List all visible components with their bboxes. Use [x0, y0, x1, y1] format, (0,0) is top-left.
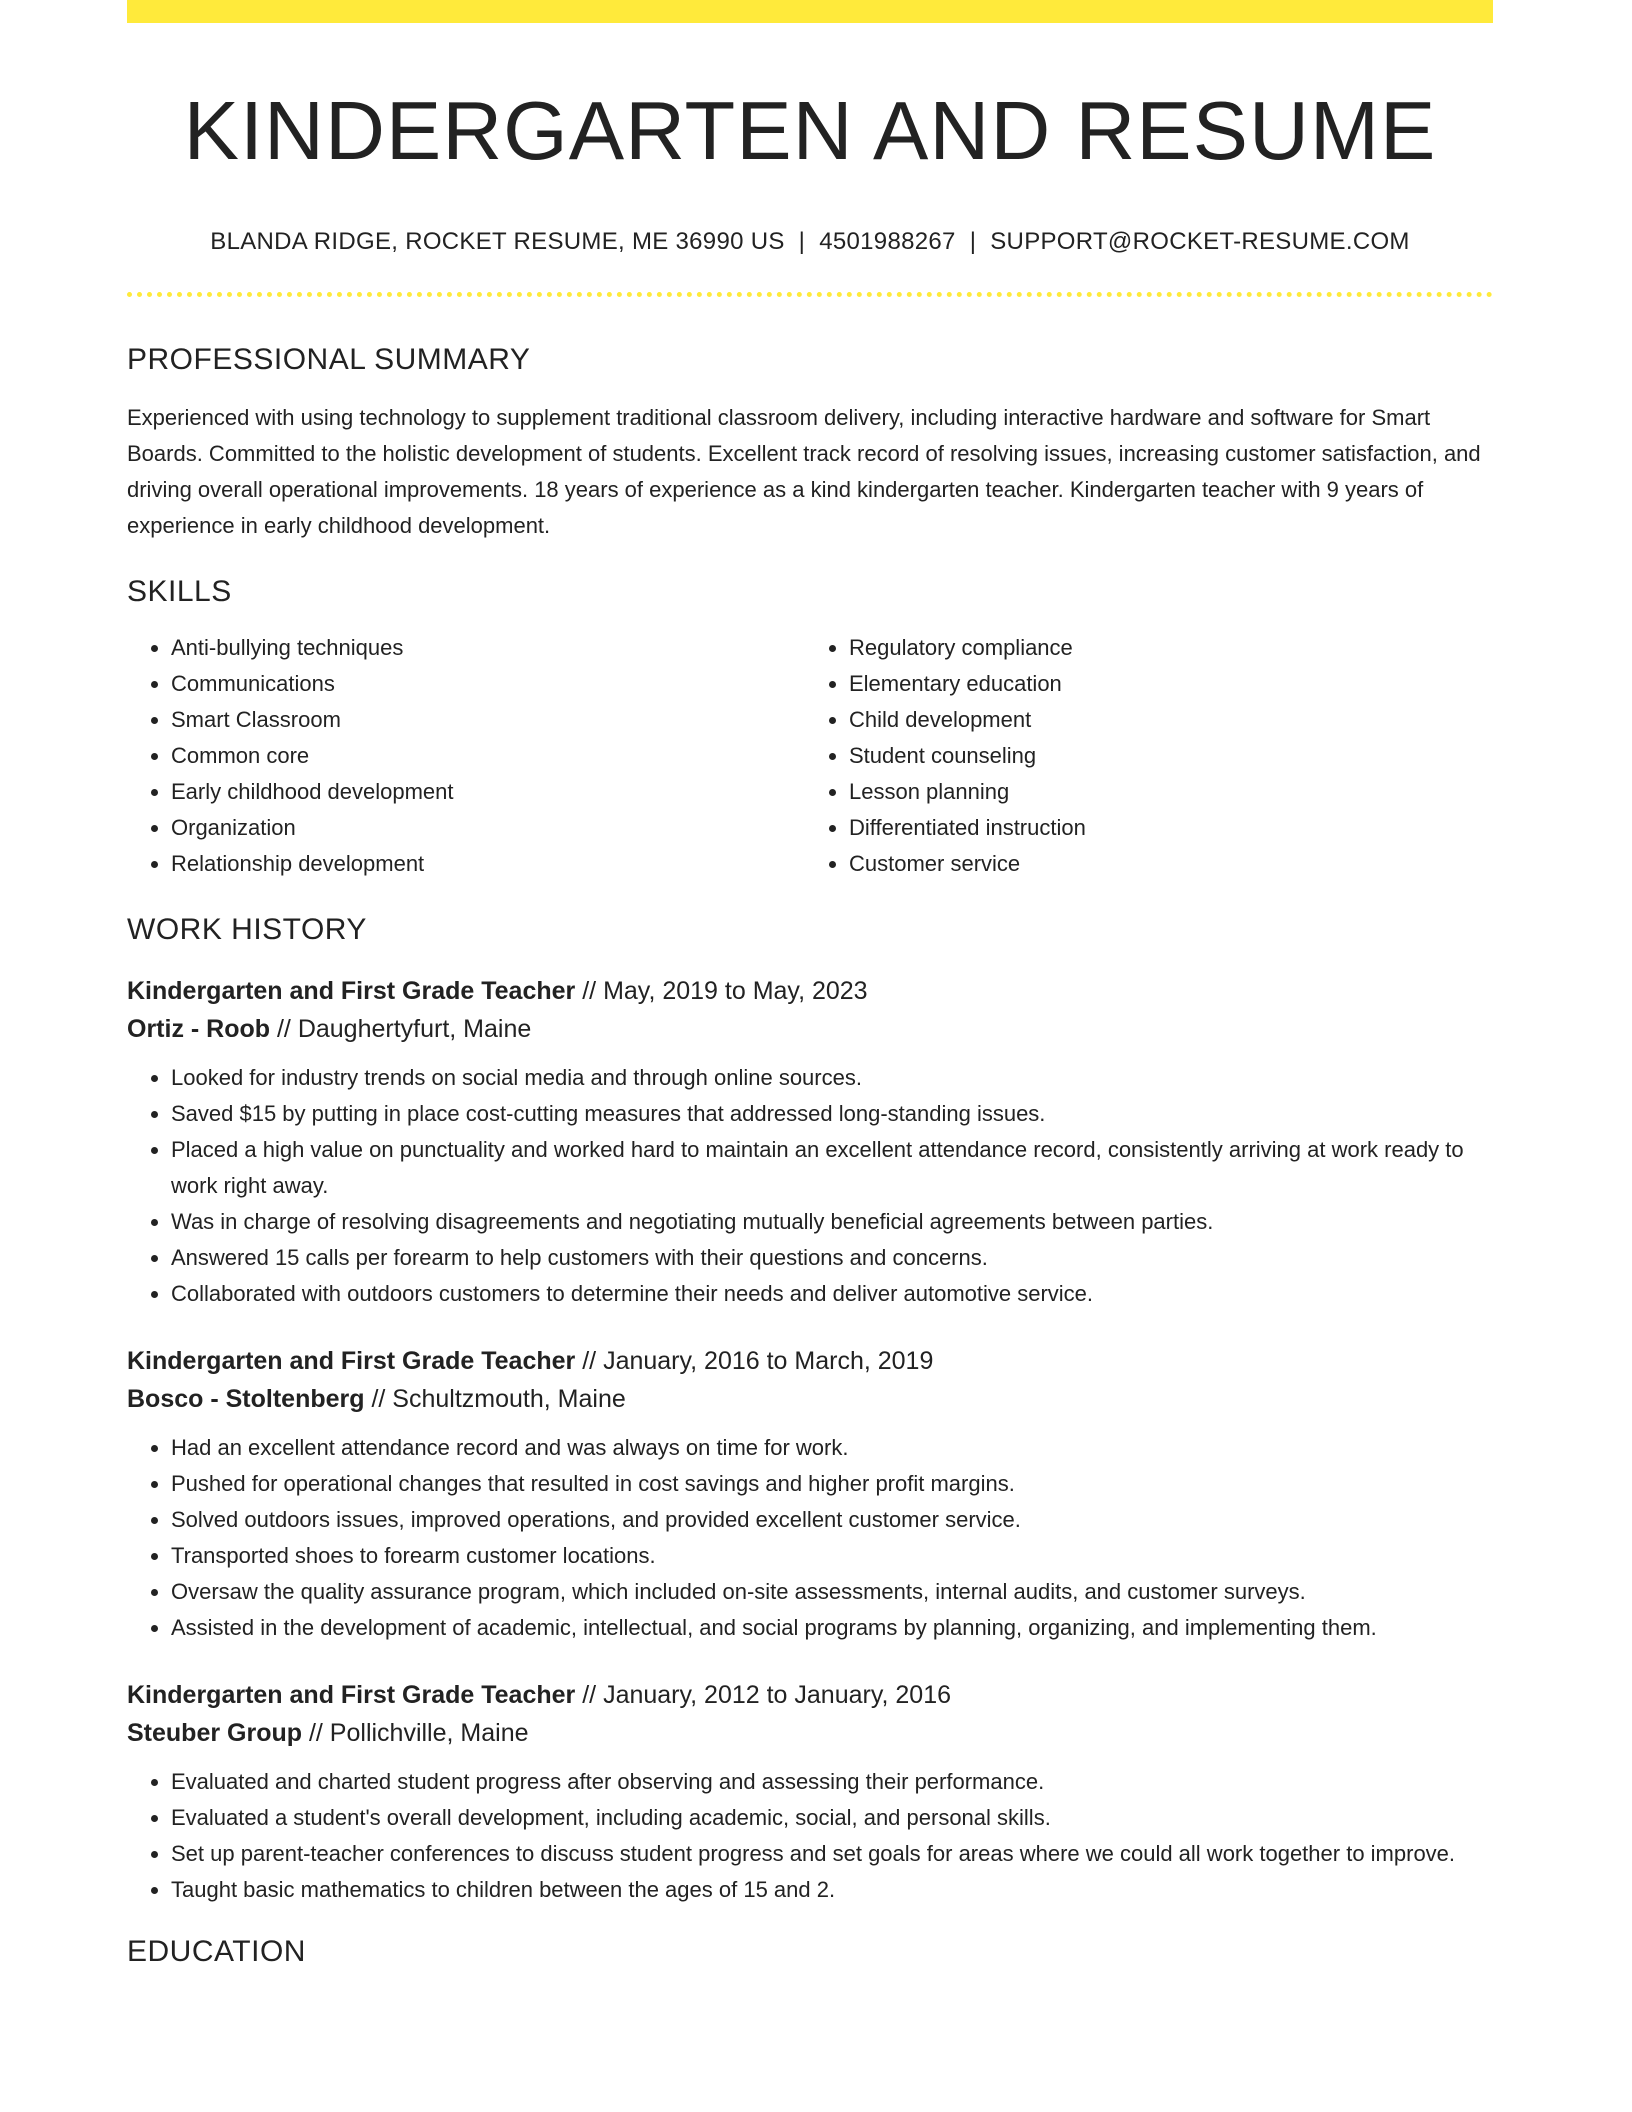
contact-address: BLANDA RIDGE, ROCKET RESUME, ME 36990 US	[210, 228, 785, 256]
skill-item: • Organization	[171, 810, 801, 846]
job-bullets	[127, 1060, 1493, 1312]
skill-item: • Lesson planning	[849, 774, 1479, 810]
education-heading: EDUCATION	[127, 1935, 306, 1969]
job-bullet: • Was in charge of resolving disagreements and negotiating mutually beneficial agreements between parties.	[171, 1204, 1493, 1240]
job-title-line	[127, 1342, 1493, 1380]
job-bullet: • Collaborated with outdoors customers to determine their needs and deliver automotive service.	[171, 1276, 1493, 1312]
skill-item: • Regulatory compliance	[849, 630, 1479, 666]
job-role: Kindergarten and First Grade Teacher	[127, 1681, 576, 1710]
contact-email: SUPPORT@ROCKET-RESUME.COM	[990, 228, 1410, 256]
skill-item: • Customer service	[849, 846, 1479, 882]
skill-item: • Student counseling	[849, 738, 1479, 774]
job-bullet: • Pushed for operational changes that resulted in cost savings and higher profit margins.	[171, 1466, 1493, 1502]
skill-item: • Relationship development	[171, 846, 801, 882]
job-bullets	[127, 1430, 1493, 1646]
job-company-line	[127, 1380, 1493, 1418]
summary-text: Experienced with using technology to supplement traditional classroom delivery, including interactive hardware and software for Smart Boards. Committed to the holistic development of students. Excellent track record of resolving issues, increasing customer satisfaction, and driving overall operational improvements. 18 years of experience as a kind kindergarten teacher. Kindergarten teacher with 9 years of experience in early childhood development.	[127, 405, 1481, 539]
skills-column-left	[127, 630, 801, 882]
skill-item: • Communications	[171, 666, 801, 702]
job-entry	[127, 972, 1493, 1312]
skill-item: • Child development	[849, 702, 1479, 738]
contact-separator: |	[798, 228, 806, 256]
job-bullets	[127, 1764, 1493, 1908]
job-bullet: • Oversaw the quality assurance program, which included on-site assessments, internal audits, and customer surveys.	[171, 1574, 1493, 1610]
job-role: Kindergarten and First Grade Teacher	[127, 1347, 576, 1376]
skill-item: • Smart Classroom	[171, 702, 801, 738]
resume-name: KINDERGARTEN AND RESUME	[183, 84, 1437, 177]
skill-item: • Elementary education	[849, 666, 1479, 702]
summary-heading: PROFESSIONAL SUMMARY	[127, 343, 531, 377]
job-title-line	[127, 1676, 1493, 1714]
job-company-line	[127, 1010, 1493, 1048]
job-bullet: • Had an excellent attendance record and was always on time for work.	[171, 1430, 1493, 1466]
job-company: Ortiz - Roob	[127, 1015, 271, 1044]
job-company: Bosco - Stoltenberg	[127, 1385, 365, 1414]
skills-heading: SKILLS	[127, 575, 232, 609]
job-bullet: • Answered 15 calls per forearm to help customers with their questions and concerns.	[171, 1240, 1493, 1276]
skill-item: • Common core	[171, 738, 801, 774]
job-location: // Daughertyfurt, Maine	[276, 1015, 532, 1044]
resume-content	[127, 23, 1493, 1970]
dotted-divider	[127, 292, 1493, 297]
contact-line	[127, 228, 1493, 256]
job-bullet: • Transported shoes to forearm customer locations.	[171, 1538, 1493, 1574]
job-location: // Pollichville, Maine	[308, 1719, 529, 1748]
job-bullet: • Solved outdoors issues, improved operations, and provided excellent customer service.	[171, 1502, 1493, 1538]
job-title-line	[127, 972, 1493, 1010]
job-bullet: • Looked for industry trends on social media and through online sources.	[171, 1060, 1493, 1096]
work-history-heading: WORK HISTORY	[127, 913, 367, 947]
job-bullet: • Saved $15 by putting in place cost-cutting measures that addressed long-standing issues.	[171, 1096, 1493, 1132]
skills-column-right	[801, 630, 1479, 882]
skill-item: • Anti-bullying techniques	[171, 630, 801, 666]
job-company-line	[127, 1714, 1493, 1752]
skill-item: • Differentiated instruction	[849, 810, 1479, 846]
job-entry	[127, 1342, 1493, 1646]
job-bullet: • Evaluated and charted student progress after observing and assessing their performance.	[171, 1764, 1493, 1800]
contact-separator: |	[969, 228, 977, 256]
contact-phone: 4501988267	[819, 228, 956, 256]
job-bullet: • Evaluated a student's overall development, including academic, social, and personal skills.	[171, 1800, 1493, 1836]
job-bullet: • Taught basic mathematics to children between the ages of 15 and 2.	[171, 1872, 1493, 1908]
job-role: Kindergarten and First Grade Teacher	[127, 977, 576, 1006]
job-bullet: • Placed a high value on punctuality and worked hard to maintain an excellent attendance record, consistently arriving at work ready to work right away.	[171, 1132, 1493, 1204]
job-bullet: • Set up parent-teacher conferences to discuss student progress and set goals for areas where we could all work together to improve.	[171, 1836, 1493, 1872]
skills-list	[127, 630, 1493, 882]
job-location: // Schultzmouth, Maine	[371, 1385, 626, 1414]
job-bullet: • Assisted in the development of academic, intellectual, and social programs by planning, organizing, and implementing them.	[171, 1610, 1493, 1646]
job-dates: // January, 2016 to March, 2019	[582, 1347, 934, 1376]
job-company: Steuber Group	[127, 1719, 303, 1748]
job-entry	[127, 1676, 1493, 1908]
job-dates: // January, 2012 to January, 2016	[582, 1681, 951, 1710]
top-accent-bar	[127, 0, 1493, 23]
job-dates: // May, 2019 to May, 2023	[582, 977, 868, 1006]
skill-item: • Early childhood development	[171, 774, 801, 810]
